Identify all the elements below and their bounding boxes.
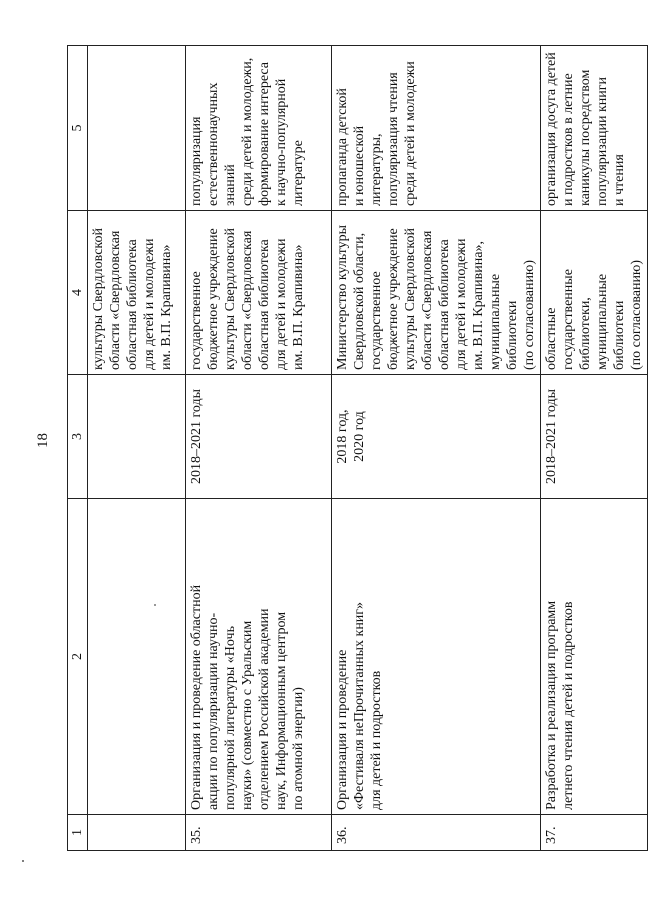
table-row: [332, 46, 541, 851]
header-col-3: 3: [68, 375, 88, 499]
goal-cell: организация досуга детей и подростков в летние каникулы посредством популяризации книги и чтения: [541, 46, 648, 211]
table-row: [186, 46, 332, 851]
header-col-1: 1: [68, 815, 88, 851]
event-cell: Разработка и реализация программ летнего чтения детей и подростков: [541, 499, 648, 815]
executor-cell: культуры Свердловской области «Свердловская областная библиотека для детей и молодежи им. В.П. Крапивина»: [88, 211, 186, 375]
period-cell: [88, 375, 186, 499]
executor-cell: государственное бюджетное учреждение культуры Свердловской области «Свердловская областная библиотека для детей и молодежи им. В.П. Крапивина»: [186, 211, 332, 375]
table-row: [541, 46, 648, 851]
goal-cell: популяризация естественнонаучных знаний среди детей и молодежи, формирование интереса к научно-популярной литературе: [186, 46, 332, 211]
period-cell: 2018–2021 годы: [541, 375, 648, 499]
event-cell: Организация и проведение областной акции по популяризации научно- популярной литературы «Ночь науки» (совместно с Уральским отделением Российской академии наук, Информационным центром по атомной энергии): [186, 499, 332, 815]
header-col-5: 5: [68, 46, 88, 211]
row-number: [88, 815, 186, 851]
table-row: [88, 46, 186, 851]
scan-speck: [22, 860, 24, 862]
row-number: 35.: [186, 815, 332, 851]
table-header-row: [68, 46, 88, 851]
header-col-2: 2: [68, 499, 88, 815]
plan-table-rotated: [67, 46, 644, 851]
header-col-4: 4: [68, 211, 88, 375]
period-cell: 2018 год, 2020 год: [332, 375, 541, 499]
event-cell: Организация и проведение «Фестиваля неПрочитанных книг» для детей и подростков: [332, 499, 541, 815]
goal-cell: пропаганда детской и юношеской литературы, популяризация чтения среди детей и молодежи: [332, 46, 541, 211]
executor-cell: областные государственные библиотеки, муниципальные библиотеки (по согласованию): [541, 211, 648, 375]
page-number: 18: [35, 433, 51, 448]
plan-table: [67, 45, 648, 851]
event-cell: [88, 499, 186, 815]
row-number: 36.: [332, 815, 541, 851]
executor-cell: Министерство культуры Свердловской области, государственное бюджетное учреждение культуры Свердловской области «Свердловская областная библиотека для детей и молодежи им. В.П. Крапивина», муниципальные библиотеки (по согласованию): [332, 211, 541, 375]
row-number: 37.: [541, 815, 648, 851]
period-cell: 2018–2021 годы: [186, 375, 332, 499]
goal-cell: [88, 46, 186, 211]
